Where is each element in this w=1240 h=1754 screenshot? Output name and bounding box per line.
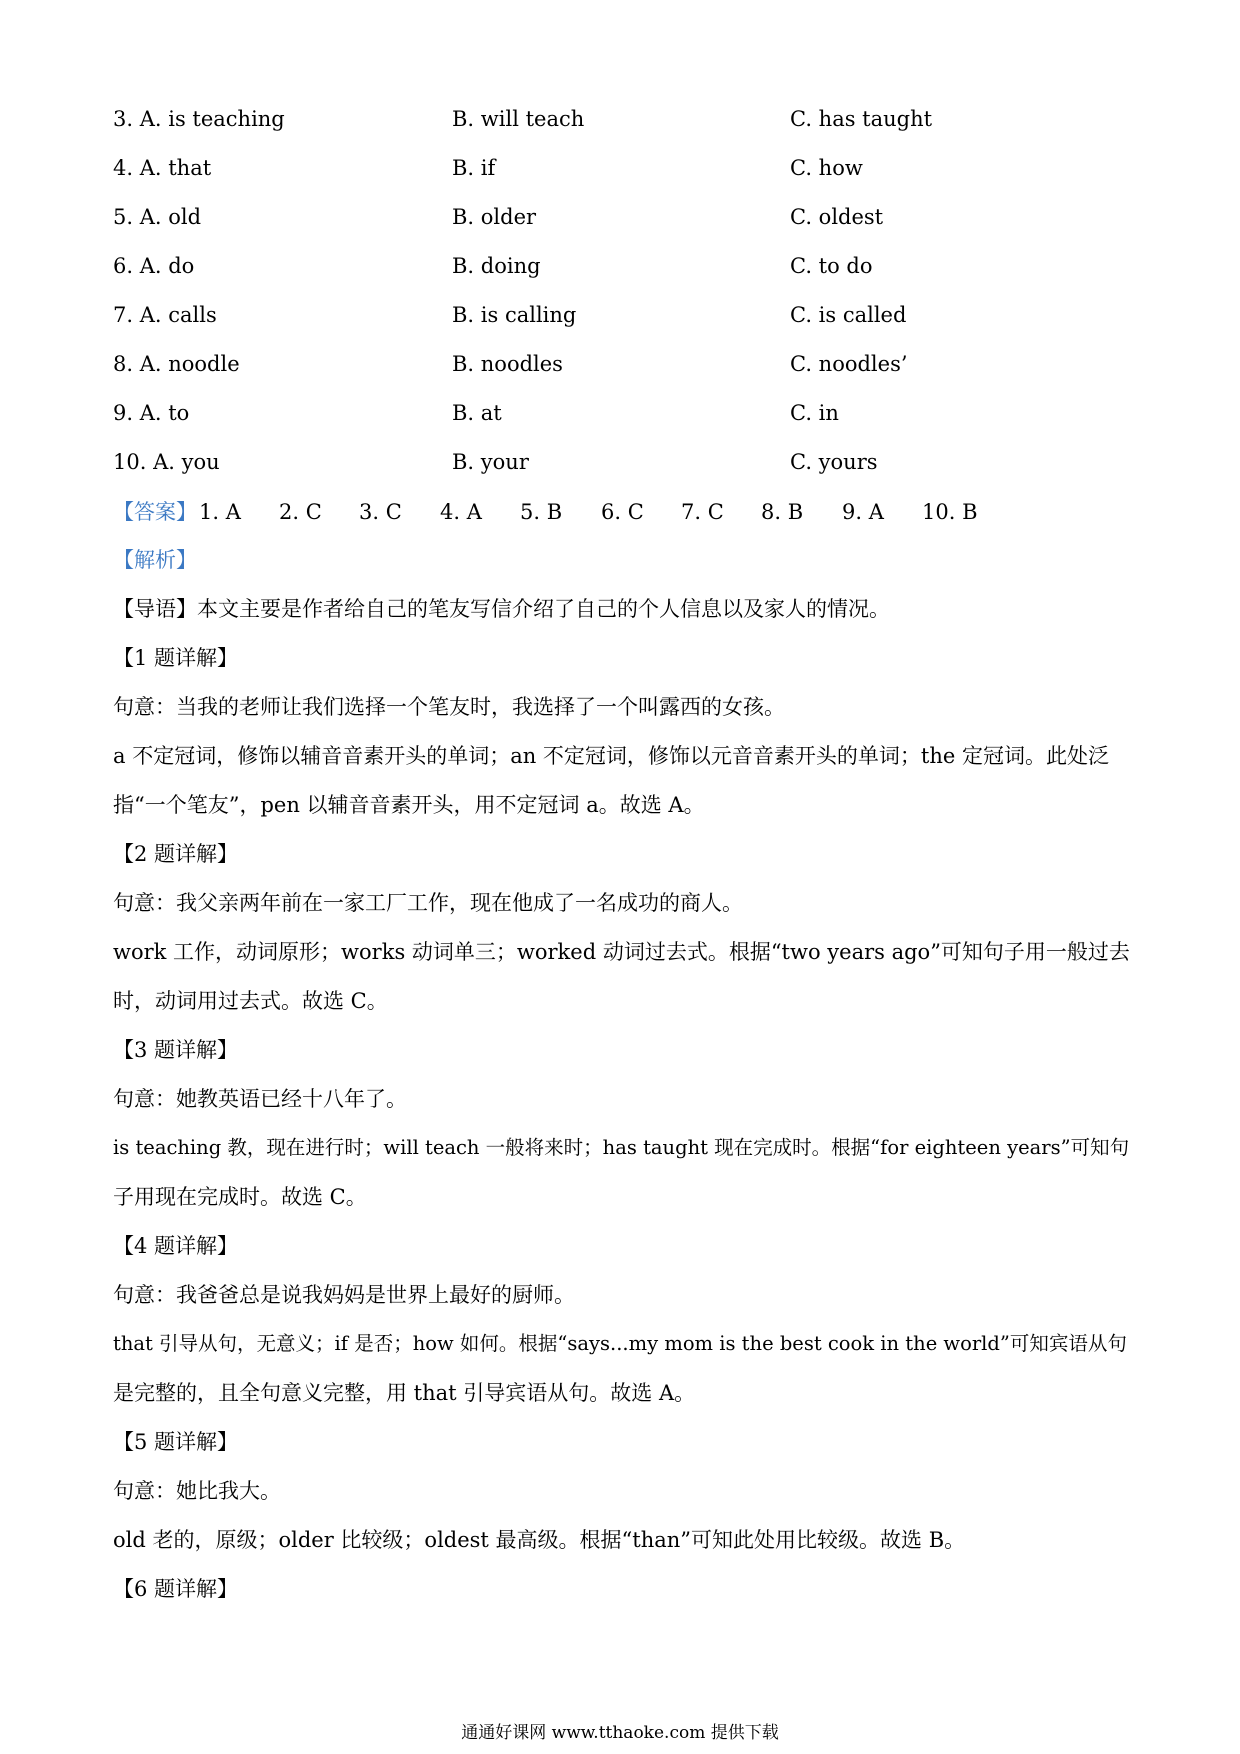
section-heading: 【4 题详解】 <box>113 1234 239 1258</box>
answer-item: 1. A <box>199 500 241 524</box>
body-line: 句意：我父亲两年前在一家工厂工作，现在他成了一名成功的商人。 <box>113 891 743 915</box>
body-line: 子用现在完成时。故选 C。 <box>113 1185 367 1209</box>
option-c: C. to do <box>790 254 873 278</box>
option-c: C. in <box>790 401 839 425</box>
body-line: 是完整的，且全句意义完整，用 that 引导宾语从句。故选 A。 <box>113 1381 696 1405</box>
body-line: work 工作，动词原形；works 动词单三；worked 动词过去式。根据“two years ago”可知句子用一般过去 <box>113 940 1130 964</box>
option-c: C. oldest <box>790 205 884 229</box>
option-row <box>0 442 1240 482</box>
option-c: C. noodles’ <box>790 352 908 376</box>
option-c: C. has taught <box>790 107 933 131</box>
option-b: B. is calling <box>452 303 577 327</box>
body-line: 句意：我爸爸总是说我妈妈是世界上最好的厨师。 <box>113 1283 575 1307</box>
body-line: 句意：她教英语已经十八年了。 <box>113 1087 407 1111</box>
option-b: B. will teach <box>452 107 585 131</box>
body-line: 指“一个笔友”，pen 以辅音音素开头，用不定冠词 a。故选 A。 <box>113 793 705 817</box>
section-heading: 【5 题详解】 <box>113 1430 239 1454</box>
body-line: a 不定冠词，修饰以辅音音素开头的单词；an 不定冠词，修饰以元音音素开头的单词；the 定冠词。此处泛 <box>113 744 1109 768</box>
option-a: 6. A. do <box>113 254 195 278</box>
answer-item: 5. B <box>520 500 563 524</box>
section-heading: 【3 题详解】 <box>113 1038 239 1062</box>
option-a: 9. A. to <box>113 401 190 425</box>
intro-line: 【导语】本文主要是作者给自己的笔友写信介绍了自己的个人信息以及家人的情况。 <box>113 597 890 621</box>
option-b: B. noodles <box>452 352 563 376</box>
option-a: 4. A. that <box>113 156 212 180</box>
option-row <box>0 99 1240 139</box>
option-b: B. your <box>452 450 529 474</box>
answer-item: 3. C <box>359 500 402 524</box>
option-a: 8. A. noodle <box>113 352 240 376</box>
option-b: B. doing <box>452 254 541 278</box>
option-row <box>0 295 1240 335</box>
answer-item: 7. C <box>681 500 724 524</box>
body-line: 时，动词用过去式。故选 C。 <box>113 989 388 1013</box>
answer-item: 4. A <box>440 500 482 524</box>
option-b: B. if <box>452 156 496 180</box>
section-heading: 【2 题详解】 <box>113 842 239 866</box>
option-a: 10. A. you <box>113 450 220 474</box>
body-line: that 引导从句，无意义；if 是否；how 如何。根据“says...my mom is the best cook in the world”可知宾语从句 <box>113 1332 1127 1355</box>
body-line: 句意：她比我大。 <box>113 1479 281 1503</box>
option-b: B. at <box>452 401 502 425</box>
option-a: 5. A. old <box>113 205 202 229</box>
option-row <box>0 148 1240 188</box>
answer-label: 【答案】 <box>113 500 197 524</box>
answer-item: 6. C <box>601 500 644 524</box>
answer-item: 8. B <box>761 500 804 524</box>
section-heading: 【1 题详解】 <box>113 646 239 670</box>
answer-item: 10. B <box>922 500 978 524</box>
option-row <box>0 393 1240 433</box>
section-heading: 【6 题详解】 <box>113 1577 239 1601</box>
answer-key <box>113 492 978 532</box>
analysis-heading: 【解析】 <box>113 548 197 572</box>
answer-item: 9. A <box>842 500 884 524</box>
option-row <box>0 344 1240 384</box>
answer-item: 2. C <box>279 500 322 524</box>
body-line: is teaching 教，现在进行时；will teach 一般将来时；has taught 现在完成时。根据“for eighteen years”可知句 <box>113 1136 1130 1159</box>
option-row <box>0 197 1240 237</box>
option-a: 7. A. calls <box>113 303 217 327</box>
body-line: old 老的，原级；older 比较级；oldest 最高级。根据“than”可知此处用比较级。故选 B。 <box>113 1528 966 1552</box>
option-row <box>0 246 1240 286</box>
option-c: C. yours <box>790 450 878 474</box>
page-footer: 通通好课网 www.tthaoke.com 提供下载 <box>461 1723 779 1743</box>
option-c: C. how <box>790 156 863 180</box>
option-a: 3. A. is teaching <box>113 107 285 131</box>
option-b: B. older <box>452 205 537 229</box>
option-c: C. is called <box>790 303 907 327</box>
body-line: 句意：当我的老师让我们选择一个笔友时，我选择了一个叫露西的女孩。 <box>113 695 785 719</box>
